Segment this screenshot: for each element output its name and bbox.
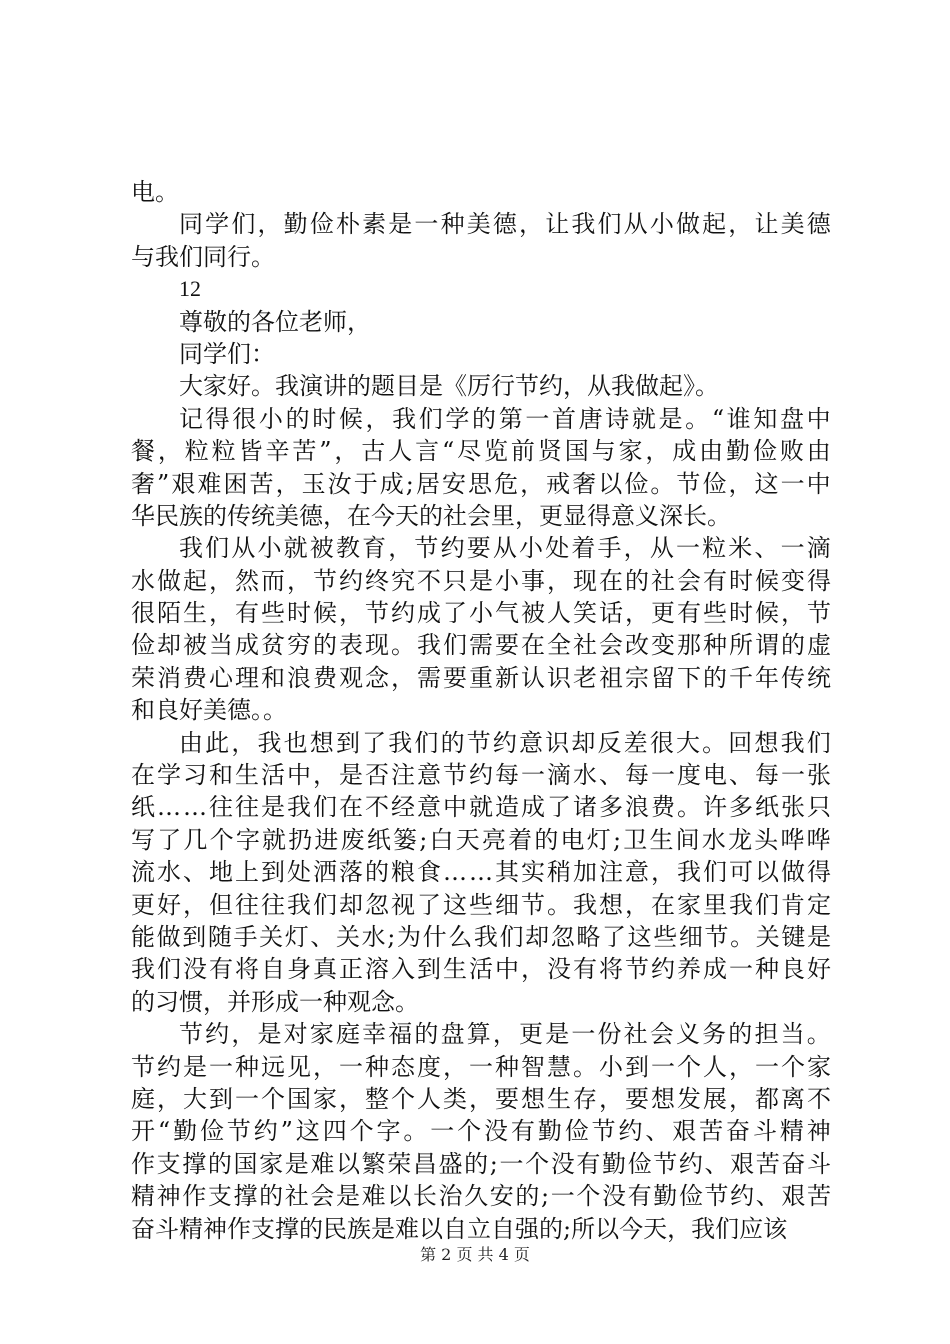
paragraph: [131, 403, 831, 533]
text-line: 节 约 ， 是 对 家 庭 幸 福 的 盘 算 ， 更 是 一 份 社 会 义 务 的 担 当 。: [179, 1020, 831, 1049]
text-line: 流 水 、 地 上 到 处 洒 落 的 粮 食 … … 其 实 稍 加 注 意 ， 我 们 可 以 做 得: [131, 858, 831, 887]
text-line: 大家好。我演讲的题目是《厉行节约，从我做起》。: [179, 372, 719, 401]
paragraph: [131, 338, 831, 370]
text-line: 12: [179, 276, 201, 302]
text-line: 在 学 习 和 生 活 中 ， 是 否 注 意 节 约 每 一 滴 水 、 每 一 度 电 、 每 一 张: [131, 761, 831, 790]
text-line: 华民族的传统美德，在今天的社会里，更显得意义深长。: [131, 501, 731, 530]
paragraph: [131, 727, 831, 1019]
paragraph: [131, 370, 831, 402]
text-line: 能 做 到 随 手 关 灯 、 关 水 ; 为 什 么 我 们 却 忽 略 了 这 些 细 节 。 关 键 是: [131, 922, 831, 951]
paragraph: [131, 176, 831, 208]
text-line: 与我们同行。: [131, 242, 275, 271]
text-line: 奢 ” 艰 难 困 苦 ， 玉 汝 于 成 ; 居 安 思 危 ， 戒 奢 以 俭 。 节 俭 ， 这 一 中: [131, 469, 831, 498]
text-line: 的习惯，并形成一种观念。: [131, 987, 419, 1016]
text-line: 更 好 ， 但 往 往 我 们 却 忽 视 了 这 些 细 节 。 我 想 ， 在 家 里 我 们 肯 定: [131, 890, 831, 919]
text-line: 同 学 们 ， 勤 俭 朴 素 是 一 种 美 德 ， 让 我 们 从 小 做 起 ， 让 美 德: [179, 210, 831, 239]
page-footer: 第 2 页 共 4 页: [420, 1245, 530, 1264]
text-line: 记 得 很 小 的 时 候 ， 我 们 学 的 第 一 首 唐 诗 就 是 。 “ 谁 知 盘 中: [179, 404, 831, 433]
text-line: 荣 消 费 心 理 和 浪 费 观 念 ， 需 要 重 新 认 识 老 祖 宗 留 下 的 千 年 传 统: [131, 663, 831, 692]
text-line: 开 “ 勤 俭 节 约 ” 这 四 个 字 。 一 个 没 有 勤 俭 节 约 、 艰 苦 奋 斗 精 神: [131, 1117, 831, 1146]
text-line: 电。: [131, 178, 179, 206]
text-line: 精 神 作 支 撑 的 社 会 是 难 以 长 治 久 安 的 ; 一 个 没 有 勤 俭 节 约 、 艰 苦: [131, 1182, 831, 1211]
text-line: 纸 … … 往 往 是 我 们 在 不 经 意 中 就 造 成 了 诸 多 浪 费 。 许 多 纸 张 只: [131, 793, 831, 822]
paragraph: [131, 532, 831, 726]
text-line: 奋斗精神作支撑的民族是难以自立自强的;所以今天，我们应该: [131, 1214, 788, 1243]
text-line: 和良好美德。。: [131, 696, 287, 725]
document-body: [131, 176, 831, 1245]
text-line: 由 此 ， 我 也 想 到 了 我 们 的 节 约 意 识 却 反 差 很 大 。 回 想 我 们: [179, 728, 831, 757]
text-line: 尊敬的各位老师，: [179, 307, 371, 336]
text-line: 我 们 没 有 将 自 身 真 正 溶 入 到 生 活 中 ， 没 有 将 节 约 养 成 一 种 良 好: [131, 955, 831, 984]
paragraph: [131, 1018, 831, 1245]
text-line: 写 了 几 个 字 就 扔 进 废 纸 篓 ; 白 天 亮 着 的 电 灯 ; 卫 生 间 水 龙 头 哗 哗: [131, 825, 831, 854]
text-line: 节 约 是 一 种 远 见 ， 一 种 态 度 ， 一 种 智 慧 。 小 到 一 个 人 ， 一 个 家: [131, 1052, 831, 1081]
paragraph: [131, 273, 831, 305]
paragraph: [131, 208, 831, 273]
text-line: 水 做 起 ， 然 而 ， 节 约 终 究 不 只 是 小 事 ， 现 在 的 社 会 有 时 候 变 得: [131, 566, 831, 595]
text-line: 我 们 从 小 就 被 教 育 ， 节 约 要 从 小 处 着 手 ， 从 一 粒 米 、 一 滴: [179, 534, 831, 563]
text-line: 庭 ， 大 到 一 个 国 家 ， 整 个 人 类 ， 要 想 生 存 ， 要 想 发 展 ， 都 离 不: [131, 1084, 831, 1113]
text-line: 俭 却 被 当 成 贫 穷 的 表 现 。 我 们 需 要 在 全 社 会 改 变 那 种 所 谓 的 虚: [131, 631, 831, 660]
text-line: 餐 ， 粒 粒 皆 辛 苦 ” ， 古 人 言 “ 尽 览 前 贤 国 与 家 ， 成 由 勤 俭 败 由: [131, 437, 831, 466]
paragraph: [131, 306, 831, 338]
text-line: 同学们：: [179, 339, 275, 368]
text-line: 作 支 撑 的 国 家 是 难 以 繁 荣 昌 盛 的 ; 一 个 没 有 勤 俭 节 约 、 艰 苦 奋 斗: [131, 1149, 831, 1178]
text-line: 很 陌 生 ， 有 些 时 候 ， 节 约 成 了 小 气 被 人 笑 话 ， 更 有 些 时 候 ， 节: [131, 599, 831, 628]
